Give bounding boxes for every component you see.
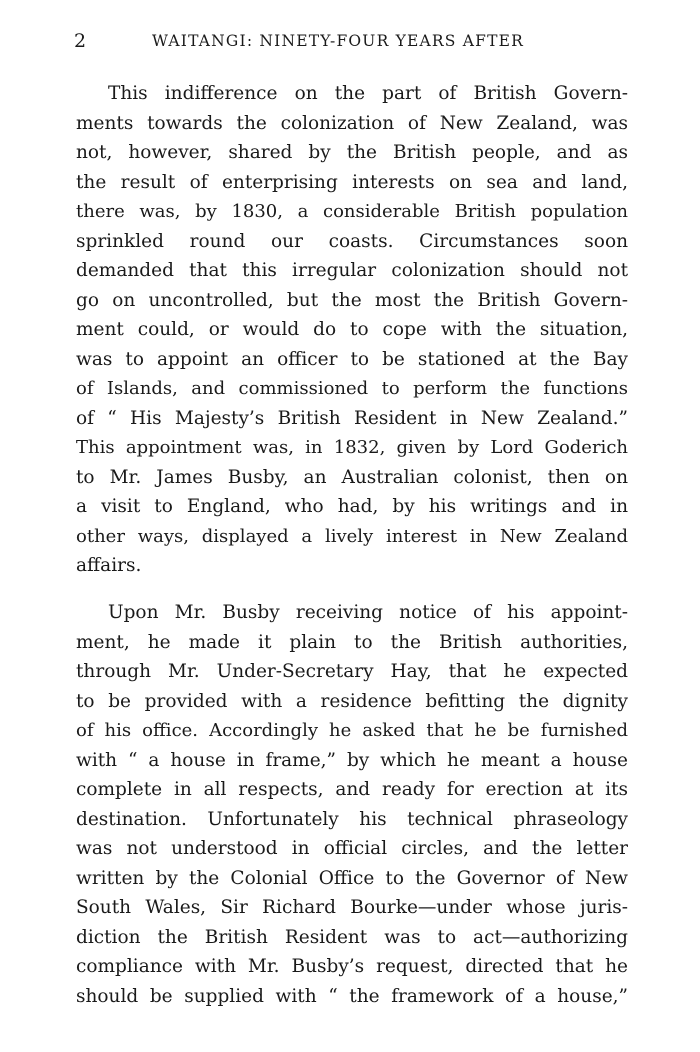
text-line: ment, he made it plain to the British authorities, (76, 631, 628, 653)
text-line: diction the British Resident was to act—authorizing (76, 926, 628, 948)
text-line: was to appoint an officer to be stationed at the Bay (76, 348, 628, 370)
text-line: to be provided with a residence befitting the dignity (76, 690, 628, 712)
text-line: should be supplied with “ the framework of a house,” (76, 985, 628, 1007)
page-header (74, 30, 634, 56)
text-line: sprinkled round our coasts. Circumstances soon (76, 230, 628, 252)
text-line: go on uncontrolled, but the most the British Govern- (76, 289, 628, 311)
text-line: through Mr. Under-Secretary Hay, that he expected (76, 661, 628, 682)
text-line: This indifference on the part of British Govern- (108, 83, 628, 104)
text-line: not, however, shared by the British people, and as (76, 142, 628, 163)
page-number: 2 (74, 30, 87, 52)
text-line: Upon Mr. Busby receiving notice of his appoint- (108, 602, 628, 623)
text-line: written by the Colonial Office to the Governor of New (76, 867, 628, 889)
text-line: complete in all respects, and ready for erection at its (76, 779, 628, 800)
text-line: destination. Unfortunately his technical phraseology (76, 808, 628, 830)
text-line: demanded that this irregular colonization should not (76, 260, 628, 281)
text-line: of “ His Majesty’s British Resident in New Zealand.” (76, 407, 628, 429)
text-line: ment could, or would do to cope with the situation, (76, 319, 628, 340)
text-line: ments towards the colonization of New Zealand, was (76, 112, 628, 134)
text-line: the result of enterprising interests on sea and land, (76, 171, 628, 193)
text-line: other ways, displayed a lively interest in New Zealand (76, 525, 628, 547)
running-title: WAITANGI: NINETY-FOUR YEARS AFTER (152, 32, 524, 50)
text-line: South Wales, Sir Richard Bourke—under whose juris- (76, 897, 628, 918)
paragraph-1 (76, 79, 628, 581)
text-line: of Islands, and commissioned to perform the functions (76, 378, 628, 399)
text-line: of his office. Accordingly he asked that he be furnished (76, 720, 628, 741)
text-line: to Mr. James Busby, an Australian colonist, then on (76, 466, 628, 488)
text-line: there was, by 1830, a considerable British population (76, 201, 628, 222)
text-line: was not understood in official circles, and the letter (76, 838, 628, 859)
text-line: affairs. (76, 555, 142, 576)
text-line: a visit to England, who had, by his writings and in (76, 496, 628, 517)
text-line: This appointment was, in 1832, given by Lord Goderich (76, 437, 628, 458)
text-line: with “ a house in frame,” by which he meant a house (76, 749, 628, 771)
paragraph-2 (76, 598, 628, 1011)
text-line: compliance with Mr. Busby’s request, directed that he (76, 956, 628, 977)
